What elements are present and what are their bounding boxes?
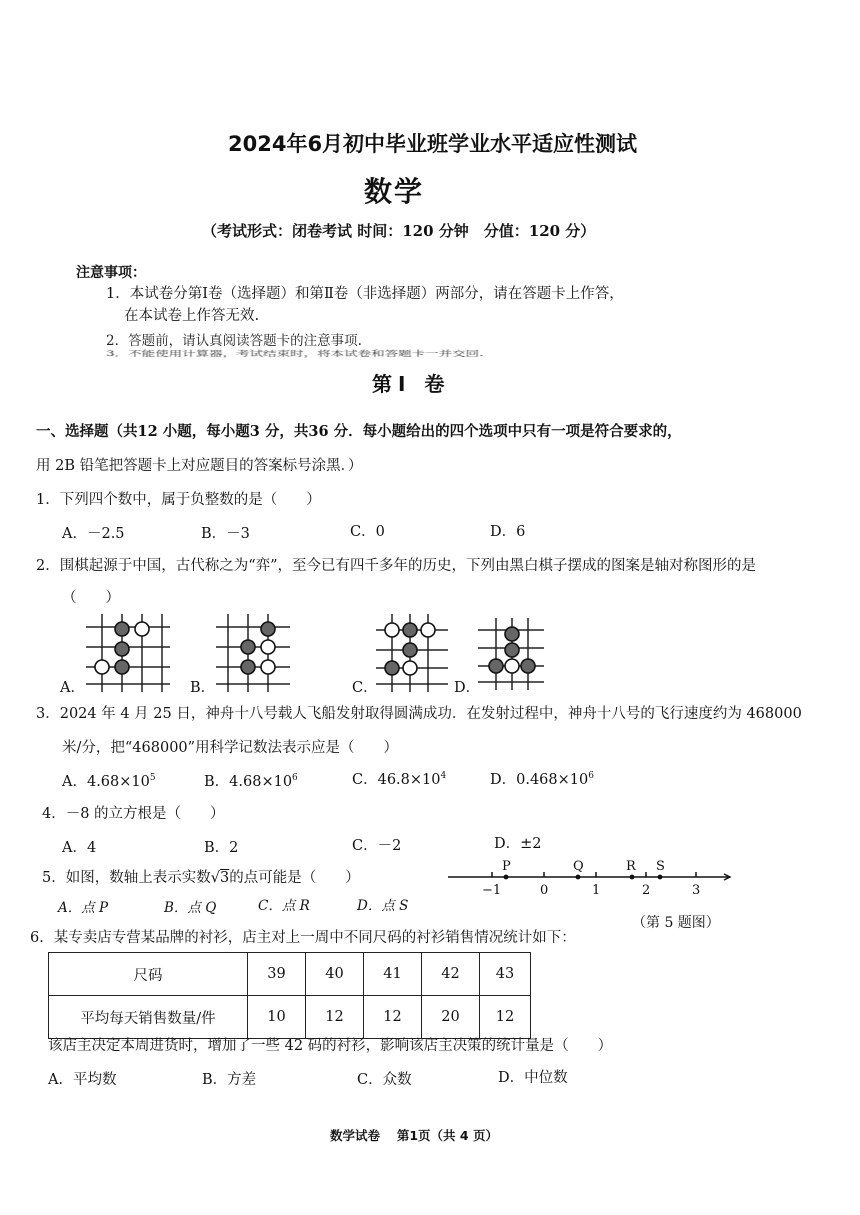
axis-tick-label: 1 bbox=[592, 883, 601, 898]
table-cell: 10 bbox=[248, 996, 306, 1039]
note-item-1-cont: 在本试卷上作答无效. bbox=[124, 308, 260, 324]
axis-point-label: R bbox=[626, 859, 636, 874]
q4-stem: 4．－8 的立方根是（ ） bbox=[42, 806, 225, 822]
point-q bbox=[576, 875, 581, 880]
q3-option-c: C．$46.8\times 10^4$ bbox=[352, 771, 447, 788]
sqrt-symbol: √ bbox=[210, 870, 220, 886]
table-row bbox=[49, 996, 531, 1039]
q1-stem: 1．下列四个数中，属于负整数的是（ ） bbox=[36, 492, 321, 508]
axis-point-label: S bbox=[656, 859, 665, 874]
axis-point-label: P bbox=[502, 859, 511, 874]
q6-option-d: D．中位数 bbox=[498, 1070, 568, 1086]
q5-option-c: C．点 R bbox=[258, 898, 310, 914]
q3-option-b: B．$4.68\times 10^6$ bbox=[204, 773, 298, 790]
exam-info: （考试形式：闭卷考试 时间：120 分钟 分值：120 分） bbox=[202, 222, 596, 240]
go-pattern-c bbox=[374, 612, 450, 694]
q3-option-a: A．$4.68\times 10^5$ bbox=[62, 773, 156, 790]
axis-tick-label: 3 bbox=[692, 883, 701, 898]
part1-instructions-cont: 用 2B 铅笔把答题卡上对应题目的答案标号涂黑．） bbox=[36, 458, 363, 474]
table-row bbox=[49, 953, 531, 996]
q2-paren: （ ） bbox=[62, 590, 120, 606]
q5-stem: 5．如图，数轴上表示实数√3的点可能是（ ） bbox=[42, 870, 360, 886]
q3-stem-cont: 米/分，把“468000”用科学记数法表示应是（ ） bbox=[62, 740, 399, 756]
q3-option-d: D．$0.468\times 10^6$ bbox=[490, 771, 594, 788]
table-cell: 42 bbox=[422, 953, 480, 996]
table-cell: 12 bbox=[364, 996, 422, 1039]
go-pattern-d bbox=[476, 616, 546, 692]
table-header-cell: 尺码 bbox=[49, 953, 248, 996]
point-s bbox=[658, 875, 663, 880]
table-cell: 40 bbox=[306, 953, 364, 996]
q2-label-b: B． bbox=[190, 680, 216, 696]
q6-stem: 6．某专卖店专营某品牌的衬衫，店主对上一周中不同尺码的衬衫销售情况统计如下： bbox=[30, 930, 576, 946]
table-cell: 41 bbox=[364, 953, 422, 996]
q1-option-a: A．－2.5 bbox=[62, 526, 125, 542]
note-item-2: 2．答题前，请认真阅读答题卡的注意事项. bbox=[106, 333, 362, 349]
note-item-3: 3．不能使用计算器，考试结束时，将本试卷和答题卡一并交回. bbox=[106, 349, 484, 358]
point-p bbox=[504, 875, 509, 880]
go-pattern-a bbox=[82, 612, 174, 694]
q5-option-d: D．点 S bbox=[357, 898, 409, 914]
axis-tick-label: 0 bbox=[540, 883, 549, 898]
q4-option-b: B．2 bbox=[204, 840, 239, 856]
q6-option-b: B．方差 bbox=[202, 1072, 257, 1088]
q2-label-c: C． bbox=[352, 680, 378, 696]
q4-option-a: A．4 bbox=[62, 840, 97, 856]
notes-heading: 注意事项： bbox=[76, 265, 146, 281]
section-title: 第Ⅰ 卷 bbox=[372, 372, 451, 396]
q3-stem: 3．2024 年 4 月 25 日，神舟十八号载人飞船发射取得圆满成功．在发射过程中，神舟十八号的飞行速度约为 468000 bbox=[36, 706, 802, 722]
q4-option-c: C．－2 bbox=[352, 838, 402, 854]
axis-tick-label: −1 bbox=[482, 883, 502, 898]
table-cell: 12 bbox=[480, 996, 531, 1039]
q6-option-c: C．众数 bbox=[357, 1072, 412, 1088]
note-item-1: 1．本试卷分第Ⅰ卷（选择题）和第Ⅱ卷（非选择题）两部分，请在答题卡上作答， bbox=[106, 286, 624, 302]
q5-option-b: B．点 Q bbox=[164, 900, 217, 916]
point-r bbox=[630, 875, 635, 880]
part1-instructions: 一、选择题（共12 小题，每小题3 分，共36 分．每小题给出的四个选项中只有一项是符合要求的， bbox=[36, 423, 682, 440]
q1-option-c: C．0 bbox=[350, 524, 385, 540]
q5-option-a: A．点 P bbox=[58, 900, 109, 916]
q5-figure-caption: （第 5 题图） bbox=[632, 915, 720, 931]
q2-stem: 2．围棋起源于中国，古代称之为“弈”，至今已有四千多年的历史，下列由黑白棋子摆成的图案是轴对称图形的是 bbox=[36, 558, 757, 574]
q2-label-d: D． bbox=[454, 680, 481, 696]
page-footer: 数学试卷 第1页（共 4 页） bbox=[330, 1128, 498, 1143]
q1-option-b: B．－3 bbox=[201, 526, 250, 542]
number-line-figure bbox=[448, 856, 734, 900]
go-pattern-b bbox=[212, 612, 294, 694]
q2-label-a: A． bbox=[60, 680, 85, 696]
q6-option-a: A．平均数 bbox=[48, 1072, 117, 1088]
q1-option-d: D．6 bbox=[490, 524, 526, 540]
axis-point-label: Q bbox=[573, 859, 584, 874]
table-cell: 39 bbox=[248, 953, 306, 996]
sales-table bbox=[48, 952, 531, 1039]
table-cell: 12 bbox=[306, 996, 364, 1039]
axis-tick-label: 2 bbox=[642, 883, 651, 898]
q4-option-d: D．±2 bbox=[494, 836, 542, 852]
table-cell: 43 bbox=[480, 953, 531, 996]
table-header-cell: 平均每天销售数量/件 bbox=[49, 996, 248, 1039]
exam-title: 2024年6月初中毕业班学业水平适应性测试 bbox=[228, 132, 638, 156]
table-cell: 20 bbox=[422, 996, 480, 1039]
q6-follow-up: 该店主决定本周进货时，增加了一些 42 码的衬衫，影响该店主决策的统计量是（ ） bbox=[48, 1038, 613, 1054]
subject-title: 数学 bbox=[364, 175, 425, 208]
